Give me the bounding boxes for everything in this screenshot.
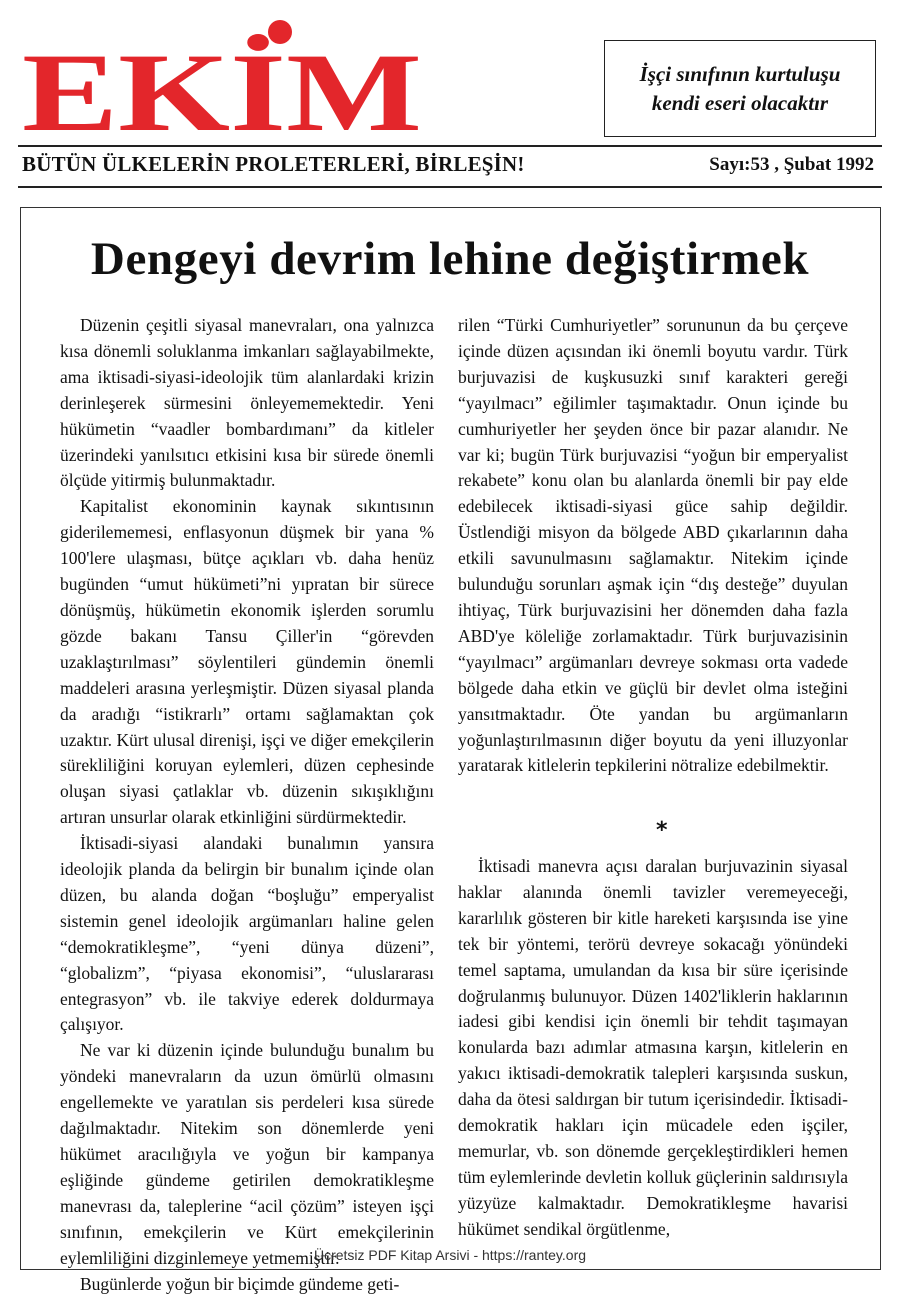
masthead-slogan: BÜTÜN ÜLKELERİN PROLETERLERİ, BİRLEŞİN! [22, 152, 525, 176]
article-right-column-top [458, 313, 848, 779]
ekim-logo [20, 18, 425, 133]
masthead-rule-top [18, 145, 882, 147]
article-right-column-bottom [458, 854, 848, 1243]
paragraph: İktisadi-siyasi alandaki bunalımın yansıra ideolojik planda da belirgin bir bunalım içinde olan düzen, bu alanda doğan “boşluğu” emperyalist sistemin genel ideolojik argümanları haline gelen “demokratikleşme”, “yeni dünya düzeni”, “globalizm”, “piyasa ekonomisi”, “uluslararası entegrasyon” vb. ile takviye ederek doldurmaya çalışıyor. [60, 833, 434, 1035]
masthead-rule-bottom [18, 186, 882, 188]
paragraph: rilen “Türki Cumhuriyetler” sorununun da bu çerçeve içinde düzen açısından iki önemli boyutu vardır. Türk burjuvazisi de kuşkusuzki sınıf karakteri gereği “yayılmacı” eğilimler taşımaktadır. Onun içinde bu cumhuriyetler her şeyden önce bir pazar alanıdır. Ne var ki; bugün Türk burjuvazisi “yoğun bir emperyalist rekabete” konu olan bu alanlarda önemli bir pay elde edebilecek iktisadi-siyasi güce sahip değildir. Üstlendiği misyon da bölgede ABD çıkarlarının daha etkili savunulmasını sağlamaktır. Nitekim içinde bulunduğu sorunları aşmak için “dış desteğe” duyulan ihtiyaç, Türk burjuvazisini her dönemden daha fazla ABD'ye köleliğe zorlamaktadır. Türk burjuvazisinin “yayılmacı” argümanları devreye sokması orta vadede bölgede daha etkin ve güçlü bir devlet olma isteğini yansıtmaktadır. Öte yandan bu argümanların yoğunlaştırılmasının diğer boyutu da yeni illuzyonlar yaratarak kitlelerin tepkilerini nötralize edebilmektir. [458, 315, 848, 776]
motto-line-1: İşçi sınıfının kurtuluşu [639, 61, 841, 86]
paragraph: Kapitalist ekonominin kaynak sıkıntısının giderilememesi, enflasyonun düşmek bir yana % 100'lere ulaşması, bütçe açıkları vb. daha henüz bugünden “umut hükümeti”ni yıpratan bir sürece dönüşmüş, hükümetin ekonomik işlerden sorumlu gözde bakanı Tansu Çiller'in “görevden uzaklaştırılması” söylentileri gündemin önemli maddeleri arasına yerleşmiştir. Düzen siyasal planda da aradığı “istikrarlı” ortamı sağlamaktan çok uzaktır. Kürt ulusal direnişi, işçi ve diğer emekçilerin sürekliliğini koruyan eylemleri, düzen cephesinde oluşan siyasi çatlaklar vb. düzenin sıkışıklığını artıran unsurlar olarak etkinliğini sürdürmektedir. [60, 496, 434, 828]
issue-number-date: Sayı:53 , Şubat 1992 [709, 154, 874, 175]
section-separator: * [656, 818, 668, 843]
paragraph: İktisadi manevra açısı daralan burjuvazinin siyasal haklar alanında önemli tavizler veremeyeceği, kararlılık gösteren bir kitle hareketi karşısında ise yine tek bir yöntemi, terörü devreye sokacağı yönündeki temel saptama, umulandan da kısa bir süre içerisinde doğrulanmış bulunuyor. Düzen 1402'liklerin haklarının iadesi gibi kendisi için önemli bir tehdit taşımayan konularda bazı adımlar atmasına karşın, kitlelerin en yakıcı iktisadi-demokratik talepleri karşısında suskun, daha da ötesi saldırgan bir tutum içerisindedir. İktisadi-demokratik hakları için mücadele eden işçiler, memurlar, vb. son dönemde gerçekleştirdikleri hemen tüm eylemlerinde devletin kolluk güçlerinin saldırısıyla yüzyüze kalmaktadır. Demokratikleşme havarisi hükümet sendikal örgütlenme, [458, 856, 848, 1239]
footer-watermark: Ücretsiz PDF Kitap Arsivi - https://rantey.org [313, 1247, 587, 1263]
paragraph: Düzenin çeşitli siyasal manevraları, ona yalnızca kısa dönemli soluklanma imkanları sağlayabilmekte, ama iktisadi-siyasi-ideolojik tüm alanlardaki krizin derinleşerek sürmesini önleyememektedir. Yeni hükümetin “vaadler bombardımanı” da kitleler üzerindeki yanılsıtıcı etkisini kısa bir sürede önemli ölçüde yitirmiş bulunmaktadır. [60, 315, 434, 491]
paragraph: Ne var ki düzenin içinde bulunduğu bunalım bu yöndeki manevraların da uzun ömürlü olmasını engellemekte ve yaratılan sis perdeleri kısa sürede dağılmaktadır. Nitekim son dönemlerde yeni hükümet aracılığıyla ve yoğun bir kampanya eşliğinde gündeme getirilen demokratikleşme manevrası da, taleplerine “acil çözüm” isteyen işçi sınıfının, emekçilerin ve Kürt emekçilerinin eylemliliğini dizginlemeye yetmemiştir. [60, 1040, 434, 1268]
article-left-column [60, 313, 434, 1297]
logo-text: EKİM [22, 31, 422, 133]
article-headline: Dengeyi devrim lehine değiştirmek [90, 233, 810, 285]
motto-line-2: kendi eseri olacaktır [651, 90, 829, 115]
motto-box [604, 40, 876, 137]
paragraph: Bugünlerde yoğun bir biçimde gündeme geti- [80, 1273, 400, 1294]
